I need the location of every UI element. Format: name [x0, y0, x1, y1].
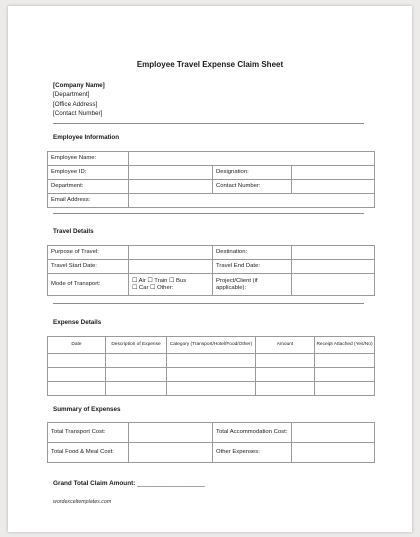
employee-name-label: Employee Name: — [48, 152, 129, 166]
designation-label: Designation: — [213, 166, 292, 180]
transport-options[interactable] — [129, 274, 213, 296]
table-cell[interactable] — [256, 368, 315, 382]
document-page — [8, 6, 412, 532]
accommodation-cost-field[interactable] — [292, 423, 375, 443]
email-field[interactable] — [129, 194, 375, 208]
contact-number-field[interactable] — [292, 180, 375, 194]
table-cell[interactable] — [256, 354, 315, 368]
purpose-label: Purpose of Travel: — [48, 246, 129, 260]
employee-info-table — [47, 151, 375, 208]
table-row — [48, 368, 375, 382]
employee-info-heading: Employee Information — [53, 134, 120, 141]
grand-total-blank[interactable]: ___________________ — [137, 480, 205, 487]
table-cell[interactable] — [106, 368, 167, 382]
department-field[interactable] — [129, 180, 213, 194]
other-expenses-label: Other Expenses: — [213, 443, 292, 463]
table-row — [48, 354, 375, 368]
travel-end-label: Travel End Date: — [213, 260, 292, 274]
expense-table — [47, 336, 375, 396]
table-row — [48, 274, 375, 296]
document-title: Employee Travel Expense Claim Sheet — [136, 60, 284, 69]
contact-number-label: Contact Number: — [213, 180, 292, 194]
table-cell[interactable] — [256, 382, 315, 396]
table-cell[interactable] — [315, 354, 375, 368]
food-cost-field[interactable] — [129, 443, 213, 463]
employee-id-label: Employee ID: — [48, 166, 129, 180]
project-client-label: Project/Client (if applicable): — [213, 274, 292, 296]
table-cell[interactable] — [167, 354, 256, 368]
transport-options-line1[interactable]: ☐ Air ☐ Train ☐ Bus — [132, 277, 187, 284]
divider — [53, 123, 364, 124]
destination-label: Destination: — [213, 246, 292, 260]
food-cost-label: Total Food & Meal Cost: — [48, 443, 129, 463]
other-expenses-field[interactable] — [292, 443, 375, 463]
table-cell[interactable] — [167, 382, 256, 396]
footer-watermark: wordexceltemplates.com — [53, 499, 112, 505]
table-row — [48, 443, 375, 463]
column-header-category: Category (Transport/Hotel/Food/Other) — [167, 337, 256, 354]
divider — [53, 213, 364, 214]
expense-details-heading: Expense Details — [53, 319, 102, 326]
table-row — [48, 194, 375, 208]
travel-start-label: Travel Start Date: — [48, 260, 129, 274]
grand-total — [53, 480, 205, 487]
table-cell[interactable] — [48, 354, 106, 368]
column-header-description: Description of Expense — [106, 337, 167, 354]
designation-field[interactable] — [292, 166, 375, 180]
purpose-field[interactable] — [129, 246, 213, 260]
travel-end-field[interactable] — [292, 260, 375, 274]
table-row — [48, 246, 375, 260]
destination-field[interactable] — [292, 246, 375, 260]
project-client-field[interactable] — [292, 274, 375, 296]
email-label: Email Address: — [48, 194, 129, 208]
table-row — [48, 180, 375, 194]
travel-details-heading: Travel Details — [53, 228, 94, 235]
table-cell[interactable] — [106, 382, 167, 396]
table-cell[interactable] — [48, 368, 106, 382]
column-header-receipt: Receipt Attached (Yes/No) — [315, 337, 375, 354]
divider — [53, 303, 364, 304]
employee-id-field[interactable] — [129, 166, 213, 180]
employee-name-field[interactable] — [129, 152, 375, 166]
table-cell[interactable] — [167, 368, 256, 382]
grand-total-label: Grand Total Claim Amount: — [53, 480, 136, 487]
company-name: [Company Name] — [53, 82, 105, 89]
company-block — [53, 81, 105, 118]
travel-details-table — [47, 245, 375, 296]
summary-heading: Summary of Expenses — [53, 406, 121, 413]
table-row — [48, 260, 375, 274]
table-cell[interactable] — [315, 382, 375, 396]
table-cell[interactable] — [48, 382, 106, 396]
transport-cost-label: Total Transport Cost: — [48, 423, 129, 443]
table-cell[interactable] — [315, 368, 375, 382]
table-header-row — [48, 337, 375, 354]
column-header-amount: Amount — [256, 337, 315, 354]
department-label: Department: — [48, 180, 129, 194]
column-header-date: Date — [48, 337, 106, 354]
summary-table — [47, 422, 375, 463]
transport-options-line2[interactable]: ☐ Car ☐ Other: — [132, 284, 174, 291]
table-row — [48, 152, 375, 166]
company-office-address: [Office Address] — [53, 100, 98, 108]
table-cell[interactable] — [106, 354, 167, 368]
table-row — [48, 423, 375, 443]
company-contact-number: [Contact Number] — [53, 109, 103, 117]
company-department: [Department] — [53, 91, 90, 99]
travel-start-field[interactable] — [129, 260, 213, 274]
transport-label: Mode of Transport: — [48, 274, 129, 296]
table-row — [48, 166, 375, 180]
transport-cost-field[interactable] — [129, 423, 213, 443]
table-row — [48, 382, 375, 396]
accommodation-cost-label: Total Accommodation Cost: — [213, 423, 292, 443]
